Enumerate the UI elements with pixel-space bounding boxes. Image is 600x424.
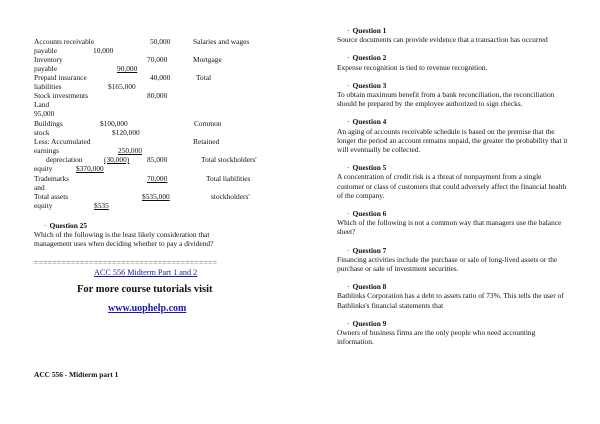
accounts-receivable-label: Accounts receivable [34, 37, 95, 46]
bullet-icon: · [347, 282, 350, 292]
total-assets-label: Total assets [34, 192, 69, 201]
divider-line: ======================================== [34, 258, 218, 267]
question-item [337, 81, 569, 109]
question-title [337, 81, 569, 90]
buildings-net-value: 85,000 [147, 155, 168, 164]
question-title [337, 246, 569, 255]
midterm-link[interactable]: ACC 556 Midterm Part 1 and 2 [94, 268, 198, 277]
buildings-label: Buildings [34, 119, 63, 128]
total-label: Total [196, 73, 212, 82]
question-body: A concentration of credit risk is a threat of nonpayment from a single customer or class of customers that could adversely affect the financial health of the company. [337, 172, 567, 200]
question-item [337, 53, 569, 71]
page-footer: ACC 556 - Midterm part 1 [34, 370, 119, 379]
total-equity-value: $370,000 [76, 164, 104, 173]
site-link[interactable]: www.uophelp.com [108, 303, 187, 314]
question-item [337, 163, 569, 200]
depreciation-label: depreciation [46, 155, 83, 164]
question-body: Bathlinks Corporation has a debt to assets ratio of 73%. This tells the user of Bathlinks's financial statements that [337, 291, 564, 310]
question-title-text: Question 4 [352, 117, 387, 127]
question-title-text: Question 7 [352, 245, 387, 255]
inventory-label: Inventory [34, 55, 63, 64]
question-25-title-text: Question 25 [49, 221, 88, 230]
stock-investments-value: 80,000 [147, 91, 168, 100]
question-body: An aging of accounts receivable schedule is based on the premise that the longer the period an account remains unpaid, the greater the probability that it will eventually be collected. [337, 126, 568, 155]
question-item [337, 209, 569, 237]
bullet-icon: · [347, 318, 350, 328]
less-accumulated-label: Less: Accumulated [34, 137, 91, 146]
bullet-icon: · [347, 53, 350, 63]
question-item [337, 117, 569, 154]
question-title-text: Question 9 [352, 318, 387, 328]
earnings-label: earnings [34, 146, 60, 155]
question-item [337, 282, 569, 310]
bullet-icon: · [347, 209, 350, 219]
land-value: 95,000 [34, 109, 55, 118]
total-liabilities-value: $165,000 [108, 82, 136, 91]
bullet-icon: · [44, 221, 47, 230]
question-title-text: Question 5 [352, 163, 387, 173]
bullet-icon: · [347, 117, 350, 127]
prepaid-label: Prepaid insurance [34, 73, 87, 82]
question-body: Owners of business firms are the only people who need accounting information. [337, 328, 536, 347]
question-title [337, 282, 569, 291]
bullet-icon: · [347, 26, 350, 35]
total-liabilities-and-label: Total liabilities [206, 174, 251, 183]
stock-label: stock [34, 128, 50, 137]
salaries-value: 10,000 [93, 46, 114, 55]
land-label: Land [34, 100, 50, 109]
depreciation-value: (30,000) [104, 155, 130, 164]
common-stock-value: $120,000 [112, 128, 140, 137]
mortgage-value: 90,000 [117, 64, 138, 73]
bullet-icon: · [347, 163, 350, 173]
question-title [337, 53, 569, 62]
inventory-value: 70,000 [147, 55, 168, 64]
question-body: Source documents can provide evidence that a transaction has occurred [337, 35, 548, 45]
question-item [337, 26, 569, 44]
prepaid-value: 40,000 [150, 73, 171, 82]
question-25-text-line2: management uses when deciding whether to pay a dividend? [34, 239, 214, 248]
total-assets-value: $535,000 [142, 192, 170, 201]
question-title-text: Question 1 [352, 26, 387, 35]
question-body: To obtain maximum benefit from a bank reconciliation, the reconciliation should be prepared by the employee authorized to sign checks. [337, 90, 555, 109]
question-item [337, 246, 569, 274]
grand-total-value: $535 [94, 201, 109, 210]
accounts-receivable-value: 50,000 [150, 37, 171, 46]
question-title [337, 163, 569, 172]
equity2-label: equity [34, 201, 53, 210]
equity-label: equity [34, 164, 53, 173]
question-title-text: Question 2 [352, 53, 387, 63]
question-25-text-line1: Which of the following is the least likely consideration that [34, 230, 210, 239]
question-body: Expense recognition is tied to revenue recognition. [337, 62, 488, 72]
liabilities-label: liabilities [34, 82, 62, 91]
bullet-icon: · [347, 245, 350, 255]
salaries-label: Salaries and wages [193, 37, 250, 46]
more-tutorials-heading: For more course tutorials visit [77, 284, 213, 295]
trademarks-label: Trademarks [34, 174, 70, 183]
payable-label: payable [34, 46, 57, 55]
question-title [337, 209, 569, 218]
question-title [337, 26, 569, 35]
mortgage-payable-label: payable [34, 64, 57, 73]
mortgage-label: Mortgage [193, 55, 222, 64]
question-title [337, 319, 569, 328]
bullet-icon: · [347, 80, 350, 90]
retained-value: 250,000 [118, 146, 143, 155]
question-25-title [44, 221, 87, 230]
trademarks-value: 70,000 [147, 174, 168, 183]
question-item [337, 319, 569, 347]
question-body: Which of the following is not a common way that managers use the balance sheet? [337, 218, 562, 237]
question-title-text: Question 3 [352, 80, 387, 90]
question-body: Financing activities include the purchase or sale of long-lived assets or the purchase or sale of investment securities. [337, 254, 558, 274]
question-title-text: Question 6 [352, 209, 387, 219]
retained-label: Retained [193, 137, 220, 146]
stock-investments-label: Stock investments [34, 91, 88, 100]
question-title-text: Question 8 [352, 282, 387, 292]
question-title [337, 117, 569, 126]
common-label: Common [194, 119, 222, 128]
stockholders-label: stockholders' [211, 192, 250, 201]
and-label: and [34, 183, 45, 192]
questions-column [337, 26, 569, 346]
buildings-value: $100,000 [100, 119, 128, 128]
total-stockholders-label: Total stockholders' [201, 155, 257, 164]
